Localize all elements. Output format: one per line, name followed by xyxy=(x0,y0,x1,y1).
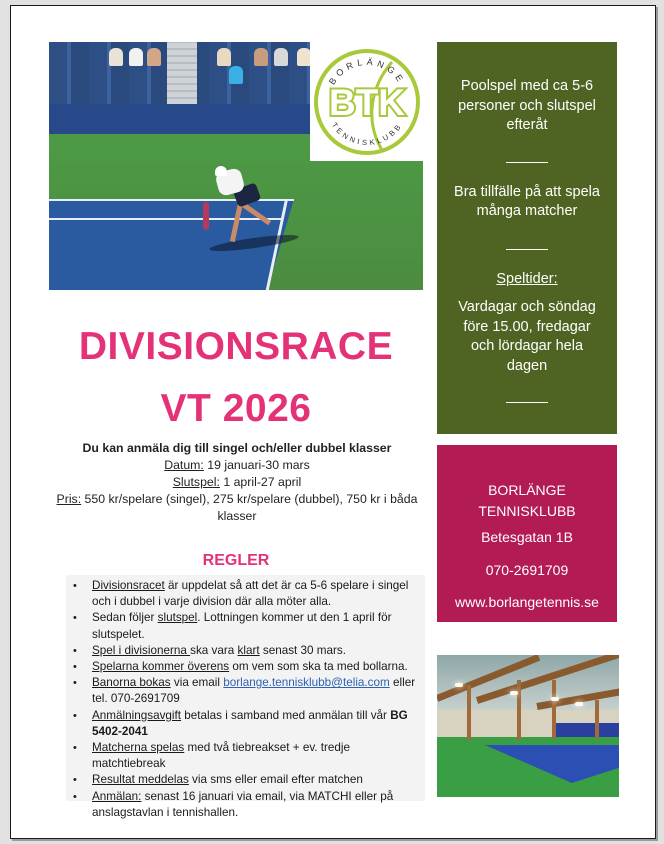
svg-text:BORLÄNGE: BORLÄNGE xyxy=(326,56,408,87)
price-line xyxy=(37,491,437,508)
rule-item: • Resultat meddelas via sms eller email efter matchen xyxy=(92,772,425,788)
price-value: 550 kr/spelare (singel), 275 kr/spelare (dubbel), 750 kr i båda xyxy=(81,492,418,506)
club-name-line2: TENNISKLUBB xyxy=(478,503,576,519)
club-name-line1: BORLÄNGE xyxy=(488,482,566,498)
rule-item: • Banorna bokas via email borlange.tennisklubb@telia.com eller tel. 070-2691709 xyxy=(92,675,425,707)
btk-logo-icon xyxy=(310,42,423,161)
rule-item: • Matcherna spelas med två tiebreakset + ev. tredje matchtiebreak xyxy=(92,740,425,772)
signup-headline: Du kan anmäla dig till singel och/eller dubbel klasser xyxy=(82,441,392,455)
playoff-line xyxy=(41,474,433,491)
page-title-line1: DIVISIONSRACE xyxy=(78,325,394,368)
date-line xyxy=(41,457,433,474)
rule-item: • Sedan följer slutspel. Lottningen kommer ut den 1 april för slutspelet. xyxy=(92,610,425,642)
pool-play-text: Poolspel med ca 5-6 personer och slutspel efteråt xyxy=(458,78,596,133)
flyer-page xyxy=(10,5,656,839)
contact-box xyxy=(437,445,617,622)
indoor-tennis-hall-photo xyxy=(437,655,619,797)
rule-item: • Spel i divisionerna ska vara klart senast 30 mars. xyxy=(92,643,425,659)
price-label: Pris: xyxy=(56,492,82,506)
rules-heading: REGLER xyxy=(202,552,270,569)
rules-list xyxy=(66,575,425,821)
date-label: Datum: xyxy=(164,458,204,472)
many-matches-text: Bra tillfälle på att spela många matcher xyxy=(454,183,600,219)
price-line-2: klasser xyxy=(217,509,257,523)
divider xyxy=(506,249,548,250)
page-title-line2: VT 2026 xyxy=(160,387,312,430)
play-times-label: Speltider: xyxy=(496,270,558,287)
rule-item: • Anmälan: senast 16 januari via email, via MATCHI eller på anslagstavlan i tennishallen. xyxy=(92,789,425,821)
info-sidebar xyxy=(437,42,617,434)
play-times-text: Vardagar och söndag före 15.00, fredagar och lördagar hela dagen xyxy=(458,299,596,374)
btk-logo xyxy=(310,42,423,161)
rules-list-box xyxy=(66,575,425,819)
club-website-link[interactable]: www.borlangetennis.se xyxy=(455,594,599,610)
club-phone: 070-2691709 xyxy=(485,562,569,578)
club-address: Betesgatan 1B xyxy=(481,529,573,545)
rule-item: • Spelarna kommer överens om vem som ska ta med bollarna. xyxy=(92,659,425,675)
divider xyxy=(506,402,548,403)
playoff-label: Slutspel: xyxy=(172,475,220,489)
email-link[interactable]: borlange.tennisklubb@telia.com xyxy=(223,676,390,690)
divider xyxy=(506,162,548,163)
rule-item: • Anmälningsavgift betalas i samband med anmälan till vår BG 5402-2041 xyxy=(92,708,425,740)
svg-text:BTK: BTK xyxy=(328,82,406,123)
playoff-value: 1 april-27 april xyxy=(219,475,302,489)
svg-text:TENNISKLUBB: TENNISKLUBB xyxy=(329,120,405,148)
rule-item: • Divisionsracet är uppdelat så att det är ca 5-6 spelare i singel och i dubbel i varje division där alla möter alla. xyxy=(92,578,425,610)
date-value: 19 januari-30 mars xyxy=(203,458,310,472)
